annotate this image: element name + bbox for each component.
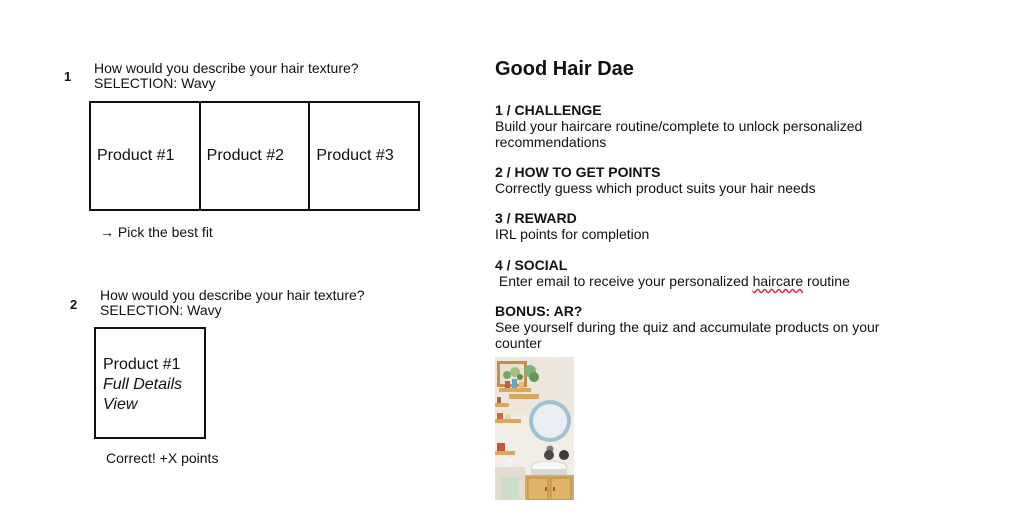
bathroom-illustration xyxy=(495,357,574,500)
step-number-1: 1 xyxy=(64,69,72,84)
view-link[interactable]: View xyxy=(103,396,138,413)
section-body: See yourself during the quiz and accumulate products on your counter xyxy=(495,319,880,351)
step2-selection: SELECTION: Wavy xyxy=(100,302,222,318)
section-heading: 3 / REWARD xyxy=(495,210,577,226)
section-body: Correctly guess which product suits your hair needs xyxy=(495,180,816,196)
step-number-2: 2 xyxy=(70,297,78,312)
step1-question-block xyxy=(94,61,359,91)
section-heading: BONUS: AR? xyxy=(495,303,583,319)
step2-question-block xyxy=(100,288,365,318)
ar-bathroom-preview-image xyxy=(495,357,574,500)
social-body-post: routine xyxy=(803,273,850,289)
product-detail-card[interactable] xyxy=(94,327,206,439)
product-options-grid xyxy=(89,101,420,211)
product-option-3[interactable]: Product #3 xyxy=(308,103,418,209)
page-title: Good Hair Dae xyxy=(495,58,634,80)
section-body: IRL points for completion xyxy=(495,226,650,242)
correct-points-message: Correct! +X points xyxy=(106,450,219,466)
section-heading: 4 / SOCIAL xyxy=(495,257,568,273)
product-option-1[interactable]: Product #1 xyxy=(97,147,175,164)
product-detail-title: Product #1 xyxy=(103,356,181,373)
step2-question: How would you describe your hair texture? xyxy=(100,287,365,303)
step1-selection: SELECTION: Wavy xyxy=(94,75,216,91)
section-heading: 2 / HOW TO GET POINTS xyxy=(495,164,661,180)
product-option-2[interactable]: Product #2 xyxy=(199,103,309,209)
section-bonus-ar xyxy=(495,303,885,351)
pick-best-fit-hint: → Pick the best fit xyxy=(100,224,213,240)
section-reward xyxy=(495,210,875,242)
section-how-to-get-points xyxy=(495,164,875,196)
social-body-pre: Enter email to receive your personalized xyxy=(495,273,753,289)
section-body: Build your haircare routine/complete to unlock personalized recommendations xyxy=(495,118,863,150)
step1-question: How would you describe your hair texture? xyxy=(94,60,359,76)
spellcheck-flagged-word[interactable]: haircare xyxy=(752,273,804,289)
section-social xyxy=(495,257,895,289)
section-body xyxy=(495,273,895,289)
section-challenge xyxy=(495,102,875,150)
section-heading: 1 / CHALLENGE xyxy=(495,102,602,118)
full-details-link[interactable]: Full Details xyxy=(103,376,183,393)
